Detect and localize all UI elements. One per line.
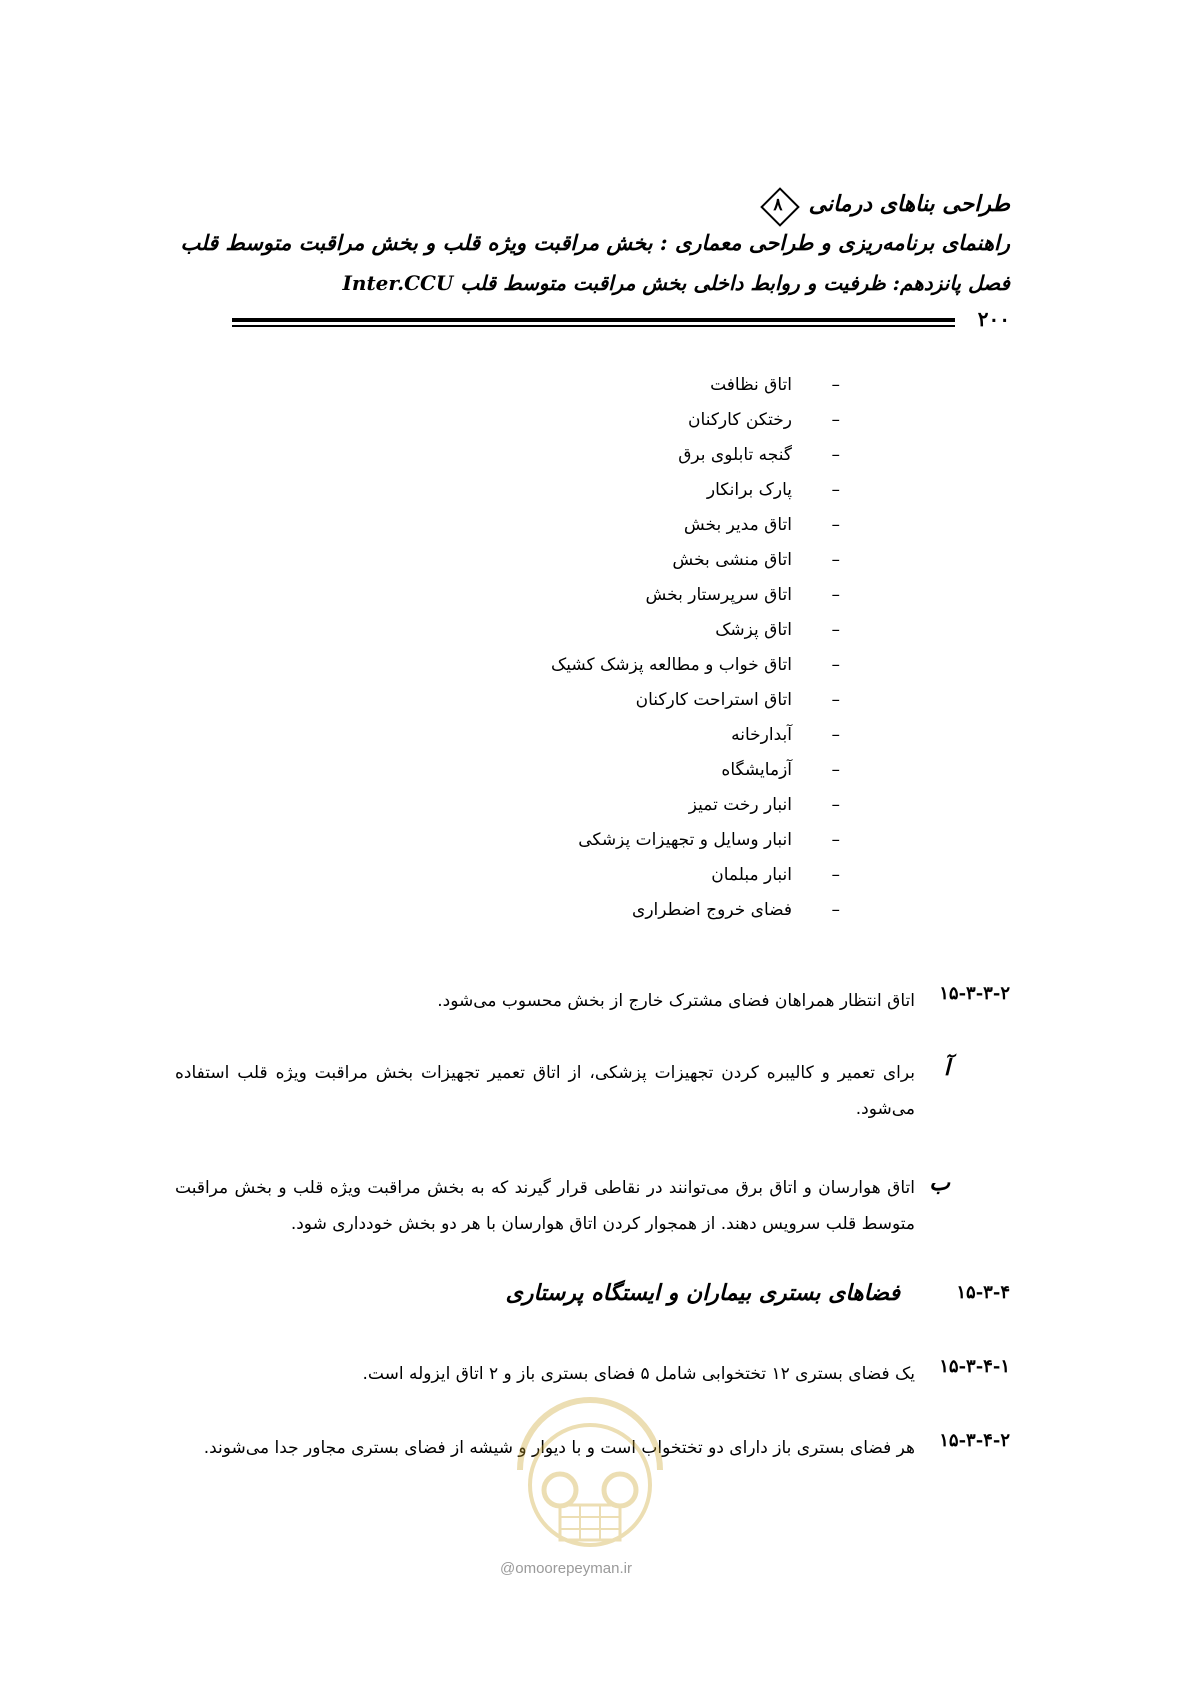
list-item: –اتاق نظافت — [710, 375, 840, 395]
watermark-text: @omoorepeyman.ir — [500, 1560, 632, 1577]
header-rule-thick — [232, 318, 955, 322]
list-item: –اتاق سرپرستار بخش — [645, 585, 840, 605]
list-item: –اتاق پزشک — [715, 620, 840, 640]
chapter-title: فصل پانزدهم: ظرفیت و روابط داخلی بخش مراقبت متوسط قلب Inter.CCU — [342, 271, 1010, 295]
list-item: –انبار رخت تمیز — [688, 795, 840, 815]
subclause-alef — [175, 1055, 1010, 1127]
section-heading — [175, 1280, 1010, 1306]
subclause-be — [175, 1170, 1010, 1242]
list-item: –اتاق خواب و مطالعه پزشک کشیک — [551, 655, 840, 675]
subclause-text: اتاق هوارسان و اتاق برق می‌توانند در نقاطی قرار گیرند که به بخش مراقبت ویژه قلب و بخش مراقبت متوسط قلب سرویس دهند. از همجوار کردن اتاق هوارسان با هر دو بخش خودداری شود. — [175, 1178, 915, 1234]
book-title — [759, 186, 1010, 224]
guide-title: راهنمای برنامه‌ریزی و طراحی معماری : بخش مراقبت ویژه قلب و بخش مراقبت متوسط قلب — [180, 230, 1010, 255]
clause-text: هر فضای بستری باز دارای دو تختخواب است و با دیوار و شیشه از فضای بستری مجاور جدا می‌شوند. — [203, 1438, 915, 1458]
page-number: ۲۰۰ — [977, 307, 1010, 331]
clause-text: اتاق انتظار همراهان فضای مشترک خارج از بخش محسوب می‌شود. — [437, 991, 915, 1011]
clause-number: ۱۵-۳-۴-۱ — [939, 1356, 1010, 1377]
scales-gear-building-logo-icon — [490, 1375, 690, 1555]
list-item: –رختکن کارکنان — [688, 410, 840, 430]
list-item: –فضای خروج اضطراری — [632, 900, 840, 920]
list-item: –گنجه تابلوی برق — [678, 445, 840, 465]
clause-number: ۱۵-۳-۳-۲ — [939, 983, 1010, 1004]
list-item: –آزمایشگاه — [721, 760, 840, 780]
list-item: –آبدارخانه — [731, 725, 840, 745]
clause-text: یک فضای بستری ۱۲ تختخوابی شامل ۵ فضای بستری باز و ۲ اتاق ایزوله است. — [362, 1364, 915, 1384]
list-item: –انبار مبلمان — [711, 865, 840, 885]
section-title: فضاهای بستری بیماران و ایستگاه پرستاری — [505, 1280, 900, 1306]
subclause-letter: آ — [943, 1055, 950, 1081]
clause-number: ۱۵-۳-۴-۲ — [939, 1430, 1010, 1451]
list-item: –اتاق مدیر بخش — [683, 515, 840, 535]
subclause-letter: ب — [929, 1170, 950, 1196]
clause-15-3-3-2 — [175, 983, 1010, 1019]
list-item: –اتاق منشی بخش — [672, 550, 840, 570]
list-item: –پارک برانکار — [706, 480, 840, 500]
list-item: –انبار وسایل و تجهیزات پزشکی — [578, 830, 840, 850]
header-rule-thin — [232, 325, 955, 327]
subclause-text: برای تعمیر و کالیبره کردن تجهیزات پزشکی، از اتاق تعمیر تجهیزات بخش مراقبت ویژه قلب استفاده می‌شود. — [175, 1063, 915, 1119]
volume-number: ۸ — [773, 195, 783, 215]
volume-number-diamond-icon — [759, 186, 797, 224]
book-title-text: طراحی بناهای درمانی — [808, 191, 1010, 217]
spaces-list — [551, 368, 840, 928]
list-item: –اتاق استراحت کارکنان — [635, 690, 840, 710]
section-number: ۱۵-۳-۴ — [956, 1282, 1010, 1303]
